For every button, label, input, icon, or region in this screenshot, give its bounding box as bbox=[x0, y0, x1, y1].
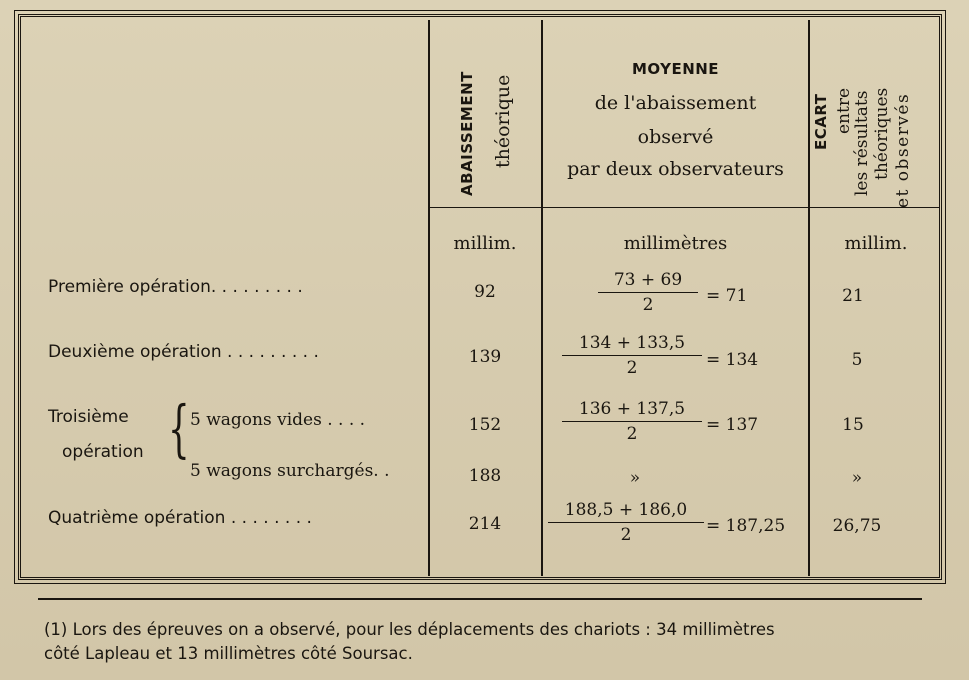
row4-denominator: 2 bbox=[620, 525, 632, 545]
header-entre: entre bbox=[834, 87, 854, 134]
row4-numerator: 188,5 + 186,0 bbox=[548, 500, 704, 523]
column-divider-1 bbox=[428, 20, 430, 576]
header-theoriques: théoriques bbox=[872, 87, 892, 180]
header-ecart: ECART bbox=[812, 93, 830, 150]
row-label-operation: opération bbox=[62, 442, 144, 462]
row2-theorique: 139 bbox=[468, 347, 502, 367]
row3-theorique-2: 188 bbox=[468, 466, 502, 486]
row1-result: = 71 bbox=[706, 286, 748, 306]
unit-col1: millim. bbox=[453, 233, 517, 254]
header-de-l-abaissement: de l'abaissement bbox=[594, 92, 757, 114]
row3-result: = 137 bbox=[706, 415, 759, 435]
header-moyenne: MOYENNE bbox=[631, 60, 720, 78]
row1-numerator: 73 + 69 bbox=[598, 270, 698, 293]
row4-theorique: 214 bbox=[468, 514, 502, 534]
row-label-deuxieme: Deuxième opération . . . . . . . . . bbox=[48, 342, 319, 362]
footnote-line-1: (1) Lors des épreuves on a observé, pour les déplacements des chariots : 34 millimètres bbox=[44, 620, 775, 639]
row3-numerator: 136 + 137,5 bbox=[562, 399, 702, 422]
row1-denominator: 2 bbox=[642, 295, 654, 315]
row2-result: = 134 bbox=[706, 350, 759, 370]
row3-denominator: 2 bbox=[626, 424, 638, 444]
row-label-premiere: Première opération. . . . . . . . . bbox=[48, 277, 303, 297]
header-theorique: théorique bbox=[492, 74, 514, 168]
unit-col2: millimètres bbox=[623, 233, 728, 254]
row-label-quatrieme: Quatrième opération . . . . . . . . bbox=[48, 508, 312, 528]
header-et-observes: et observés bbox=[893, 92, 913, 208]
row4-ecart: 26,75 bbox=[832, 516, 882, 536]
row1-theorique: 92 bbox=[474, 282, 496, 302]
unit-col3: millim. bbox=[844, 233, 908, 254]
row3-theorique-1: 152 bbox=[468, 415, 502, 435]
row2-ecart: 5 bbox=[851, 350, 863, 370]
row2-numerator: 134 + 133,5 bbox=[562, 333, 702, 356]
row2-denominator: 2 bbox=[626, 358, 638, 378]
row4-fraction bbox=[548, 500, 704, 545]
row1-ecart: 21 bbox=[842, 286, 864, 306]
header-observe: observé bbox=[637, 126, 714, 148]
row3-fraction bbox=[562, 399, 702, 444]
row3-ecart-2: » bbox=[851, 468, 863, 488]
header-abaissement: ABAISSEMENT bbox=[458, 71, 476, 196]
footnote bbox=[44, 618, 934, 666]
header-rule bbox=[429, 207, 939, 208]
row3-sub-vides: 5 wagons vides . . . . bbox=[190, 410, 366, 430]
row3-sub-surcharges: 5 wagons surchargés. . bbox=[190, 461, 390, 481]
footnote-line-2: côté Lapleau et 13 millimètres côté Soursac. bbox=[44, 644, 413, 663]
row4-result: = 187,25 bbox=[706, 516, 786, 536]
row1-fraction bbox=[598, 270, 698, 315]
row3-ecart-1: 15 bbox=[842, 415, 864, 435]
row2-fraction bbox=[562, 333, 702, 378]
row-label-troisieme: Troisième bbox=[48, 407, 129, 427]
header-les-resultats: les résultats bbox=[852, 90, 872, 196]
brace-icon: { bbox=[168, 392, 190, 465]
row3-ditto: » bbox=[629, 468, 641, 488]
header-par-deux-observateurs: par deux observateurs bbox=[567, 158, 784, 180]
footnote-rule bbox=[38, 598, 922, 600]
